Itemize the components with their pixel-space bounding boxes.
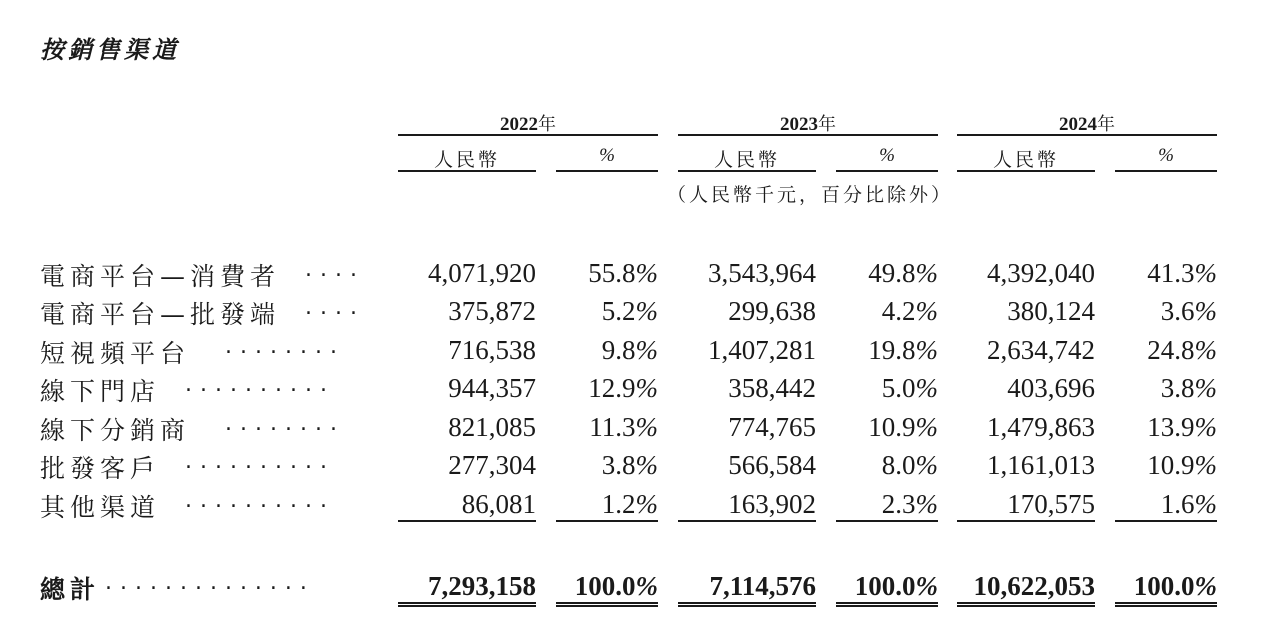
year-suffix: 年 — [538, 114, 556, 135]
table-row — [0, 295, 1274, 331]
value-2022-rmb: 277,304 — [448, 450, 536, 480]
leader-dots: .............. — [105, 570, 315, 595]
row-label: 線下分銷商 — [40, 416, 191, 445]
value-2024-rmb: 2,634,742 — [987, 335, 1095, 365]
value-2022-pct: 55.8% — [588, 258, 658, 288]
year-number: 2023 — [780, 114, 818, 135]
value-2022-pct: 12.9% — [588, 373, 658, 403]
table-row — [0, 372, 1274, 408]
value-2024-rmb: 403,696 — [1007, 373, 1095, 403]
value-2023-rmb: 566,584 — [728, 450, 816, 480]
value-2023-rmb: 163,902 — [678, 488, 816, 522]
row-label: 電商平台—消費者 — [40, 262, 281, 291]
value-2022-rmb: 86,081 — [398, 488, 536, 522]
value-2024-rmb: 1,161,013 — [987, 450, 1095, 480]
row-label: 短視頻平台 — [40, 339, 191, 368]
table-row — [0, 334, 1274, 370]
year-header-2024 — [957, 110, 1217, 136]
total-2022-rmb: 7,293,158 — [398, 570, 536, 607]
total-row — [0, 570, 1274, 606]
total-2023-pct: 100.0% — [836, 570, 938, 607]
value-2022-rmb: 4,071,920 — [428, 258, 536, 288]
year-header-2022 — [398, 110, 658, 136]
value-2024-pct: 41.3% — [1147, 258, 1217, 288]
col-header-pct-2023: % — [836, 145, 938, 172]
year-suffix: 年 — [818, 114, 836, 135]
leader-dots: .......... — [185, 449, 335, 474]
col-header-rmb-2024: 人民幣 — [957, 145, 1095, 172]
value-2023-pct: 49.8% — [868, 258, 938, 288]
value-2024-pct: 13.9% — [1147, 412, 1217, 442]
value-2023-pct: 19.8% — [868, 335, 938, 365]
col-header-pct-2024: % — [1115, 145, 1217, 172]
year-header-2023 — [678, 110, 938, 136]
row-label: 其他渠道 — [40, 493, 161, 522]
value-2022-rmb: 375,872 — [448, 296, 536, 326]
row-label: 電商平台—批發端 — [40, 300, 281, 329]
value-2023-rmb: 358,442 — [728, 373, 816, 403]
leader-dots: .... — [305, 257, 365, 282]
value-2022-pct: 1.2% — [556, 488, 658, 522]
col-header-rmb-2022: 人民幣 — [398, 145, 536, 172]
value-2024-rmb: 4,392,040 — [987, 258, 1095, 288]
col-header-pct-2022: % — [556, 145, 658, 172]
leader-dots: ........ — [225, 334, 345, 359]
value-2023-pct: 8.0% — [881, 450, 938, 480]
table-row — [0, 449, 1274, 485]
col-header-rmb-2023: 人民幣 — [678, 145, 816, 172]
row-label: 批發客戶 — [40, 454, 161, 483]
value-2022-pct: 5.2% — [601, 296, 658, 326]
total-2022-pct: 100.0% — [556, 570, 658, 607]
value-2023-pct: 2.3% — [836, 488, 938, 522]
total-2023-rmb: 7,114,576 — [678, 570, 816, 607]
leader-dots: .......... — [185, 372, 335, 397]
value-2024-pct: 3.8% — [1160, 373, 1217, 403]
value-2023-pct: 4.2% — [881, 296, 938, 326]
value-2022-rmb: 944,357 — [448, 373, 536, 403]
value-2022-pct: 9.8% — [601, 335, 658, 365]
total-2024-pct: 100.0% — [1115, 570, 1217, 607]
value-2024-rmb: 170,575 — [957, 488, 1095, 522]
table-row — [0, 488, 1274, 524]
value-2023-rmb: 774,765 — [728, 412, 816, 442]
year-number: 2024 — [1059, 114, 1097, 135]
value-2023-pct: 5.0% — [881, 373, 938, 403]
year-suffix: 年 — [1097, 114, 1115, 135]
value-2024-pct: 10.9% — [1147, 450, 1217, 480]
value-2024-pct: 24.8% — [1147, 335, 1217, 365]
row-label: 線下門店 — [40, 377, 161, 406]
value-2022-pct: 3.8% — [601, 450, 658, 480]
section-title: 按銷售渠道 — [40, 36, 180, 64]
leader-dots: .... — [305, 295, 365, 320]
leader-dots: ........ — [225, 411, 345, 436]
value-2024-rmb: 1,479,863 — [987, 412, 1095, 442]
year-number: 2022 — [500, 114, 538, 135]
value-2023-rmb: 3,543,964 — [708, 258, 816, 288]
total-2024-rmb: 10,622,053 — [957, 570, 1095, 607]
value-2022-pct: 11.3% — [589, 412, 658, 442]
leader-dots: .......... — [185, 488, 335, 513]
table-row — [0, 411, 1274, 447]
value-2024-pct: 3.6% — [1160, 296, 1217, 326]
value-2023-rmb: 1,407,281 — [708, 335, 816, 365]
value-2023-pct: 10.9% — [868, 412, 938, 442]
value-2022-rmb: 821,085 — [448, 412, 536, 442]
unit-note: （人民幣千元，百分比除外） — [666, 184, 953, 206]
value-2024-rmb: 380,124 — [1007, 296, 1095, 326]
value-2024-pct: 1.6% — [1115, 488, 1217, 522]
value-2023-rmb: 299,638 — [728, 296, 816, 326]
table-row — [0, 257, 1274, 293]
value-2022-rmb: 716,538 — [448, 335, 536, 365]
total-label: 總計 — [40, 575, 101, 604]
